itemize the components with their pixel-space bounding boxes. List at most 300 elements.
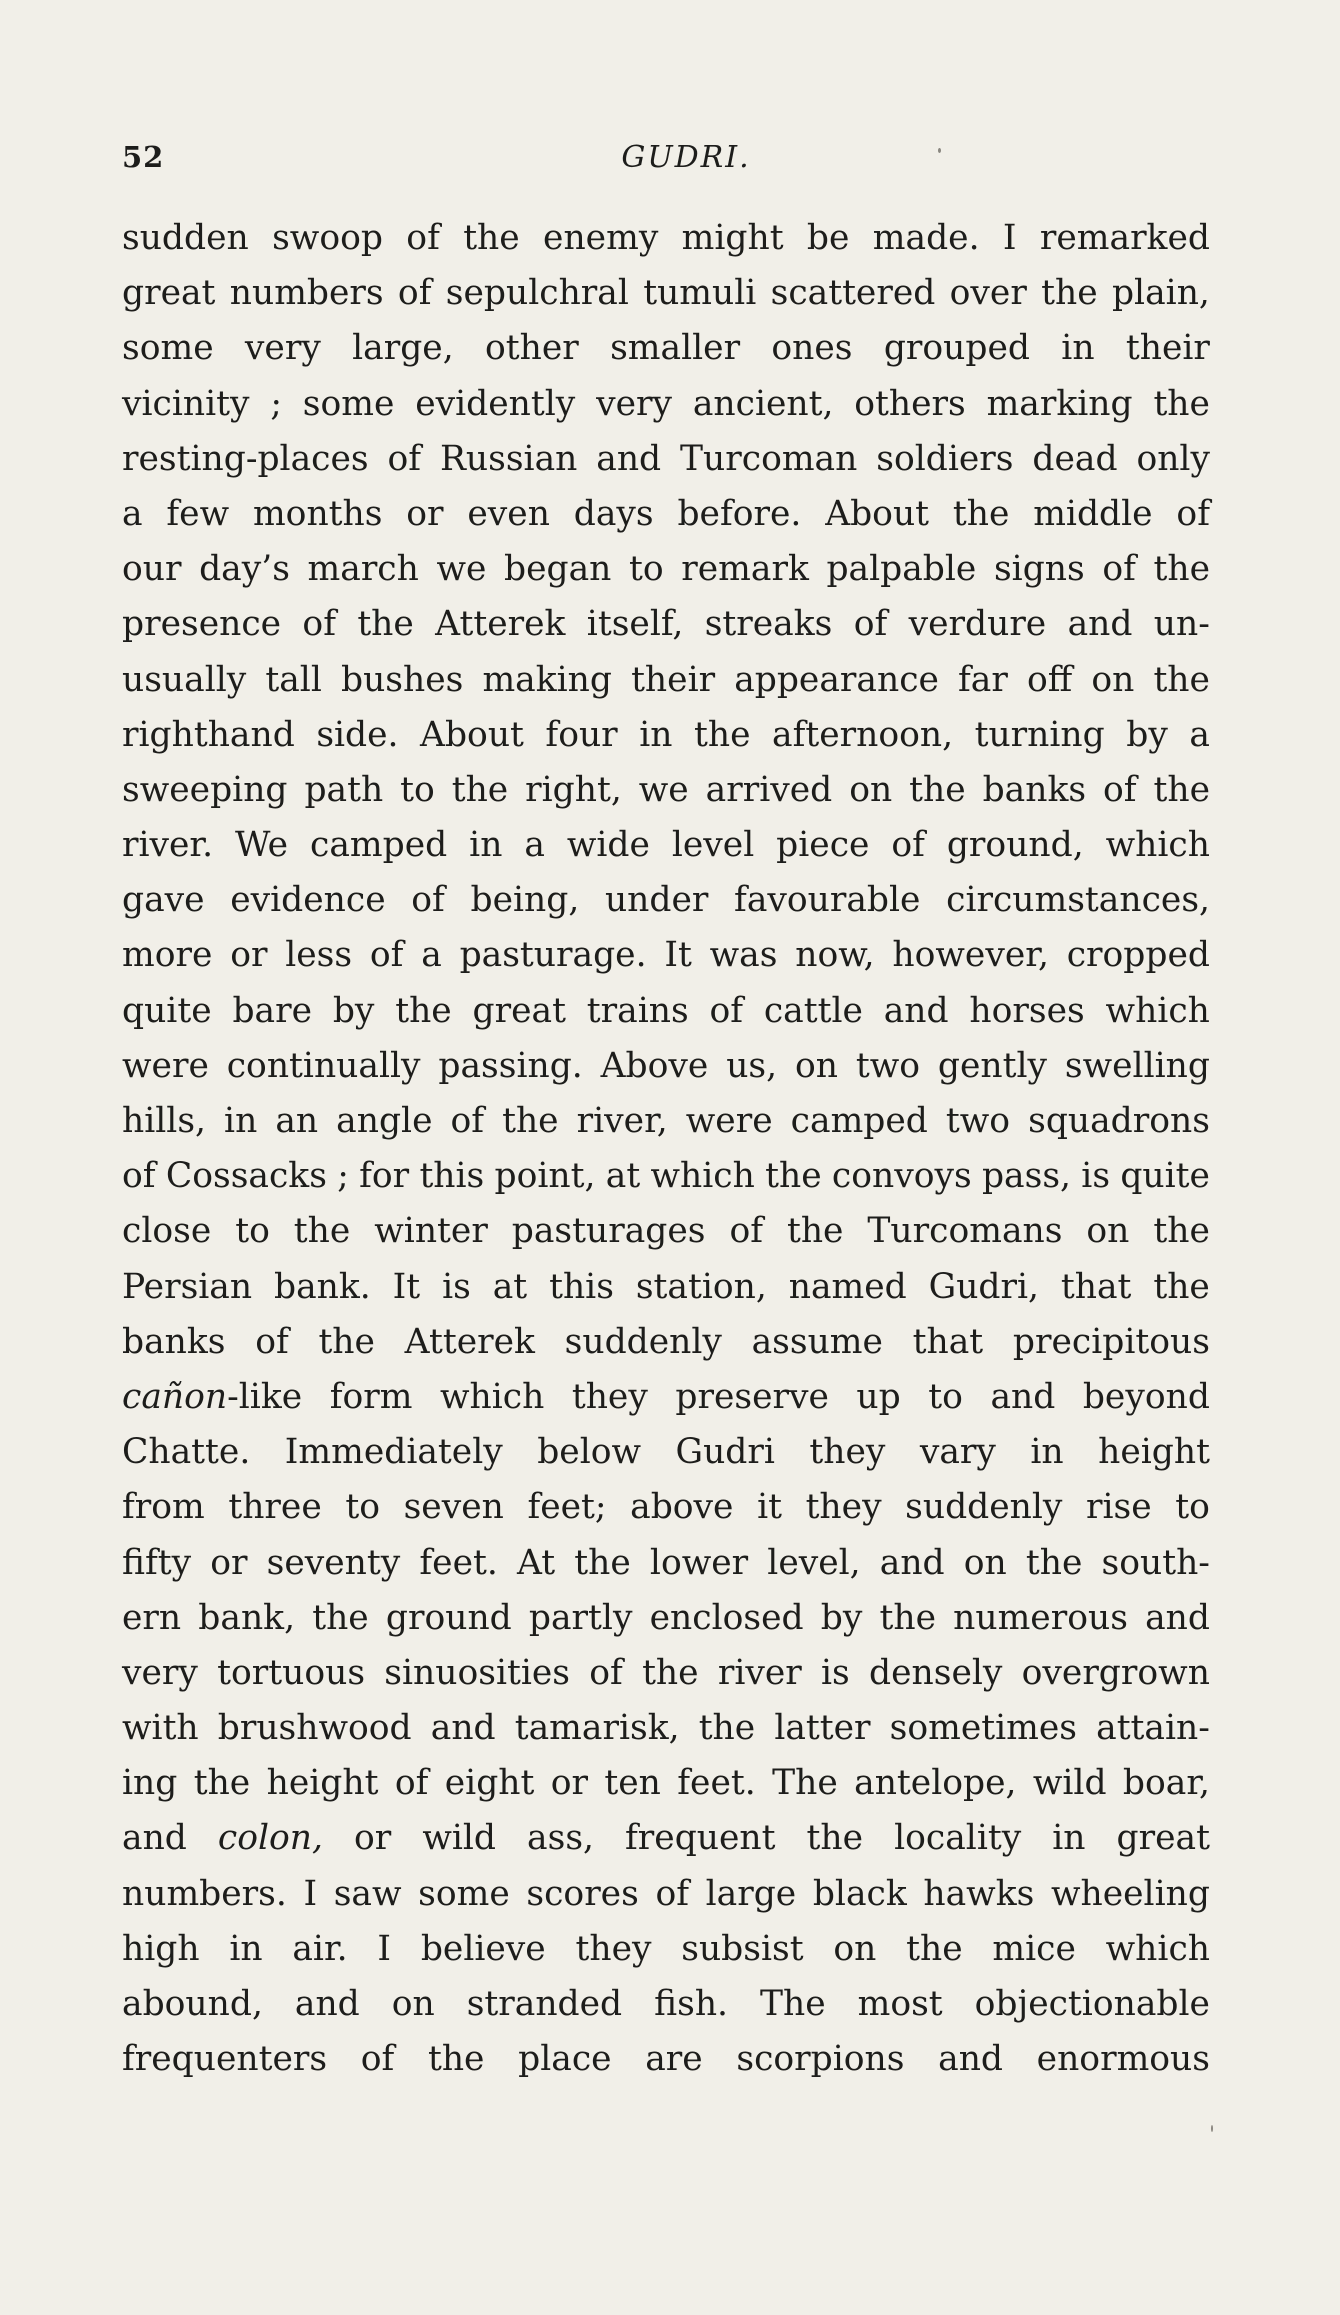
word: afternoon, (772, 714, 954, 755)
word: the (1153, 769, 1210, 810)
word: Persian (122, 1266, 253, 1307)
text-line (122, 2032, 1210, 2087)
word: Atterek (435, 604, 566, 645)
word: on (833, 1928, 877, 1969)
word: densely (869, 1652, 1003, 1693)
word: Immediately (284, 1432, 503, 1473)
word: sinuosities (384, 1652, 571, 1693)
word: verdure (908, 604, 1047, 645)
word: however, (892, 935, 1049, 976)
word: ten (604, 1763, 661, 1804)
word: vicinity (122, 383, 250, 424)
word: At (516, 1542, 556, 1583)
word: the (451, 769, 509, 810)
word: dead (1032, 438, 1118, 479)
word: remarked (1039, 218, 1210, 258)
word: fish. (654, 1984, 729, 2024)
word: station, (635, 1266, 767, 1307)
word: of (394, 1763, 429, 1804)
word: enormous (1036, 2039, 1210, 2080)
word: great (1116, 1818, 1210, 1859)
word: appearance (734, 659, 939, 700)
word: ones (771, 328, 853, 369)
running-title: GUDRI. (621, 140, 751, 175)
word: numerous (953, 1597, 1128, 1638)
text-line (122, 1260, 1210, 1315)
word: sometimes (889, 1708, 1078, 1749)
word: very (122, 1652, 198, 1693)
word: large (705, 1873, 797, 1914)
page-number: 52 (122, 140, 165, 174)
word: on (391, 1984, 435, 2024)
word: in (224, 1101, 258, 1141)
word: the (427, 2039, 485, 2080)
word: the (698, 1708, 756, 1749)
body-text (122, 211, 1210, 2087)
word: which (1105, 990, 1210, 1031)
word: turning (974, 714, 1105, 755)
word: and (430, 1708, 496, 1749)
word: in (1052, 1818, 1086, 1859)
word: or (210, 1542, 248, 1583)
word: in (469, 825, 503, 866)
word: of (1176, 493, 1210, 534)
word: of (853, 604, 888, 645)
word: or (406, 493, 444, 534)
word: pasturage. (459, 935, 647, 976)
text-line (122, 708, 1210, 763)
word: the (357, 604, 414, 645)
word: which (439, 1376, 545, 1417)
word: Turcomans (867, 1211, 1063, 1252)
word: before. (677, 493, 802, 534)
word: I (377, 1928, 392, 1969)
word: the (693, 714, 751, 755)
word: itself, (586, 604, 684, 645)
word: to (345, 1487, 380, 1528)
word: About (825, 493, 930, 534)
word: the (463, 218, 520, 258)
word: swelling (1064, 1045, 1210, 1086)
text-line (122, 1094, 1210, 1149)
word: saw (333, 1873, 402, 1914)
word: resting-places (122, 438, 369, 479)
word: might (681, 218, 784, 258)
word: less (285, 935, 353, 976)
word: the (879, 1597, 936, 1638)
word: of (729, 1211, 763, 1252)
word: wheeling (1050, 1873, 1210, 1914)
word: and (1067, 604, 1133, 645)
word: winter (374, 1211, 488, 1252)
word: pass, (981, 1156, 1071, 1197)
text-line (122, 1646, 1210, 1701)
word: eight (444, 1763, 535, 1804)
word: the (952, 493, 1010, 534)
word: large, (352, 328, 454, 369)
word: point, (494, 1156, 596, 1197)
word: arrived (705, 769, 833, 810)
word: which (1105, 1928, 1210, 1969)
word: which (1105, 825, 1210, 866)
word: palpable (826, 549, 977, 590)
word: fifty (122, 1542, 192, 1583)
word: some (122, 328, 214, 369)
word: of (360, 2039, 395, 2080)
text-line (122, 487, 1210, 542)
word: at (605, 1156, 641, 1197)
word: a (524, 825, 545, 866)
word: of (122, 1156, 156, 1197)
word: over (949, 273, 1027, 314)
word: subsist (681, 1928, 804, 1969)
text-line (122, 542, 1210, 597)
word: the (1153, 549, 1210, 590)
word: ; (337, 1156, 349, 1197)
text-line (122, 818, 1210, 873)
word: ground, (946, 825, 1084, 866)
word: of (302, 604, 336, 645)
word: this (549, 1266, 614, 1307)
word: days (573, 493, 654, 534)
word: and (294, 1984, 360, 2024)
word: by (820, 1597, 863, 1638)
word: horses (969, 990, 1085, 1031)
word: us, (726, 1045, 778, 1086)
word: the (786, 1211, 844, 1252)
text-line (122, 377, 1210, 432)
word: they (575, 1928, 652, 1969)
word: scattered (770, 273, 936, 314)
word: the (906, 1928, 963, 1969)
word: level, (767, 1542, 861, 1583)
word: seventy (266, 1542, 401, 1583)
word: ing (122, 1763, 178, 1804)
word: lower (649, 1542, 749, 1583)
word: quite (122, 990, 212, 1031)
word: path (304, 769, 384, 810)
word: four (545, 714, 618, 755)
word: on (794, 1045, 838, 1086)
word: in (229, 1928, 263, 1969)
paper-speck (938, 148, 941, 153)
text-line (122, 1591, 1210, 1646)
word: even (467, 493, 550, 534)
word: river, (576, 1101, 668, 1141)
word: soldiers (876, 438, 1014, 479)
word: on (1091, 659, 1135, 700)
word: of (1103, 769, 1137, 810)
word: under (604, 880, 709, 921)
word: were (122, 1045, 209, 1086)
word: beyond (1082, 1376, 1210, 1417)
word: the (1153, 1211, 1210, 1252)
word: hills, (122, 1101, 206, 1141)
word: for (359, 1156, 410, 1197)
word: signs (993, 549, 1085, 590)
word: believe (420, 1928, 546, 1969)
word: with (122, 1708, 199, 1749)
word: of (411, 880, 445, 921)
word: tortuous (217, 1652, 366, 1693)
word: I (303, 1873, 318, 1914)
word: cañon-like (122, 1376, 303, 1417)
word: side. (316, 714, 399, 755)
word: more (122, 935, 213, 976)
word: of (369, 935, 404, 976)
word: and (879, 1542, 945, 1583)
word: suddenly (905, 1487, 1063, 1528)
word: It (392, 1266, 421, 1307)
word: angle (336, 1101, 433, 1141)
word: the (1153, 383, 1210, 424)
word: tumuli (643, 273, 757, 314)
word: high (122, 1928, 200, 1969)
word: place (518, 2039, 612, 2080)
word: the (909, 769, 966, 810)
word: a (1189, 714, 1210, 755)
paper-speck (1211, 2125, 1213, 2132)
word: of (709, 990, 744, 1031)
word: height (266, 1763, 379, 1804)
word: they (805, 1487, 882, 1528)
word: on (849, 769, 893, 810)
word: and (938, 2039, 1004, 2080)
word: Russian (439, 438, 578, 479)
word: river (717, 1652, 802, 1693)
word: pasturages (511, 1211, 706, 1252)
word: the (1041, 273, 1098, 314)
word: cattle (763, 990, 863, 1031)
word: ern (122, 1597, 182, 1638)
word: the (502, 1101, 559, 1141)
word: scorpions (736, 2039, 905, 2080)
word: Atterek (404, 1321, 535, 1362)
word: sweeping (122, 769, 288, 810)
word: an (275, 1101, 319, 1141)
word: usually (122, 659, 247, 700)
text-line (122, 1922, 1210, 1977)
word: was (709, 935, 778, 976)
word: bare (232, 990, 312, 1031)
word: tall (265, 659, 322, 700)
word: from (122, 1487, 205, 1528)
word: their (631, 659, 716, 700)
word: air. (292, 1928, 348, 1969)
word: or (230, 935, 268, 976)
word: frequent (625, 1818, 776, 1859)
word: the (765, 1156, 822, 1197)
word: is (442, 1266, 471, 1307)
word: ground (385, 1597, 512, 1638)
text-line (122, 1756, 1210, 1811)
word: locality (894, 1818, 1022, 1859)
word: in (1061, 328, 1095, 369)
text-line (122, 984, 1210, 1039)
word: wild (422, 1818, 497, 1859)
word: to (1175, 1487, 1210, 1528)
word: and (1145, 1597, 1210, 1638)
word: form (329, 1376, 413, 1417)
word: evidently (415, 383, 576, 424)
word: smaller (610, 328, 741, 369)
word: boar, (1122, 1763, 1210, 1804)
word: it (757, 1487, 782, 1528)
word: the (1025, 1542, 1083, 1583)
word: un- (1153, 604, 1210, 645)
word: passing. (438, 1045, 583, 1086)
text-line (122, 1204, 1210, 1259)
text-line (122, 653, 1210, 708)
word: to (928, 1376, 963, 1417)
word: bank. (274, 1266, 371, 1307)
word: middle (1033, 493, 1153, 534)
word: of (387, 438, 422, 479)
word: or (550, 1763, 589, 1804)
word: of (450, 1101, 485, 1141)
word: precipitous (1012, 1321, 1210, 1362)
word: It (664, 935, 692, 976)
word: of (1102, 549, 1136, 590)
word: we (638, 769, 689, 810)
text-line (122, 1425, 1210, 1480)
word: by (332, 990, 375, 1031)
word: bank, (198, 1597, 296, 1638)
word: scores (526, 1873, 639, 1914)
word: and (883, 990, 949, 1031)
word: the (806, 1818, 864, 1859)
word: antelope, (854, 1763, 1017, 1804)
word: Cossacks (165, 1156, 327, 1197)
text-line (122, 1370, 1210, 1425)
word: began (504, 549, 612, 590)
word: of (655, 1873, 689, 1914)
word: circumstances, (946, 880, 1210, 921)
word: squadrons (1028, 1101, 1210, 1141)
word: or (354, 1818, 392, 1859)
word: latter (774, 1708, 871, 1749)
word: cropped (1066, 935, 1210, 976)
word: march (307, 549, 419, 590)
word: they (571, 1376, 648, 1417)
word: remark (681, 549, 809, 590)
word: enclosed (649, 1597, 804, 1638)
word: now, (795, 935, 875, 976)
text-line (122, 1701, 1210, 1756)
word: I (1002, 218, 1017, 258)
word: The (772, 1763, 838, 1804)
word: height (1098, 1432, 1210, 1473)
word: stranded (466, 1984, 623, 2024)
word: far (958, 659, 1008, 700)
word: and (990, 1376, 1056, 1417)
word: day’s (199, 549, 290, 590)
word: south- (1101, 1542, 1210, 1583)
word: the (395, 990, 452, 1031)
word: camped (310, 825, 448, 866)
word: in (639, 714, 673, 755)
text-line (122, 1039, 1210, 1094)
word: is (1081, 1156, 1111, 1197)
word: the (293, 1211, 351, 1252)
word: being, (470, 880, 580, 921)
word: making (482, 659, 612, 700)
word: We (235, 825, 289, 866)
text-line (122, 873, 1210, 928)
text-line (122, 432, 1210, 487)
word: tamarisk, (514, 1708, 680, 1749)
word: feet; (527, 1487, 607, 1528)
text-line (122, 321, 1210, 376)
word: is (821, 1652, 850, 1693)
word: seven (403, 1487, 504, 1528)
word: be (806, 218, 850, 258)
text-line (122, 1315, 1210, 1370)
text-line (122, 1811, 1210, 1866)
word: great (472, 990, 566, 1031)
word: camped (790, 1101, 928, 1141)
text-line (122, 1480, 1210, 1535)
word: The (759, 1984, 826, 2024)
word: that (912, 1321, 984, 1362)
word: ass, (527, 1818, 594, 1859)
word: vary (919, 1432, 996, 1473)
word: Gudri (675, 1432, 775, 1473)
word: piece (776, 825, 870, 866)
word: plain, (1111, 273, 1210, 314)
word: trains (586, 990, 689, 1031)
word: which (650, 1156, 755, 1197)
word: rise (1086, 1487, 1152, 1528)
word: Turcoman (680, 438, 858, 479)
running-head (122, 140, 1210, 184)
word: this (419, 1156, 485, 1197)
word: mice (992, 1928, 1076, 1969)
word: the (1153, 1266, 1210, 1307)
word: righthand (122, 714, 295, 755)
word: sudden (122, 218, 249, 258)
word: two (855, 1045, 921, 1086)
word: brushwood (217, 1708, 412, 1749)
word: swoop (272, 218, 383, 258)
word: on (963, 1542, 1007, 1583)
word: our (122, 549, 182, 590)
word: gave (122, 880, 205, 921)
word: bushes (340, 659, 464, 700)
word: wide (566, 825, 650, 866)
word: attain- (1096, 1708, 1210, 1749)
text-line (122, 763, 1210, 818)
word: the (642, 1652, 699, 1693)
word: by (1126, 714, 1168, 755)
text-line (122, 1867, 1210, 1922)
word: banks (122, 1321, 226, 1362)
word: to (629, 549, 664, 590)
word: very (596, 383, 672, 424)
word: enemy (543, 218, 659, 258)
word: at (492, 1266, 528, 1307)
word: presence (122, 604, 282, 645)
word: that (1060, 1266, 1132, 1307)
word: the (312, 1597, 369, 1638)
word: ; (270, 383, 282, 424)
word: on (1086, 1211, 1130, 1252)
word: numbers (229, 273, 384, 314)
word: a (122, 493, 143, 534)
word: great (122, 273, 216, 314)
word: ancient, (692, 383, 834, 424)
word: favourable (734, 880, 921, 921)
